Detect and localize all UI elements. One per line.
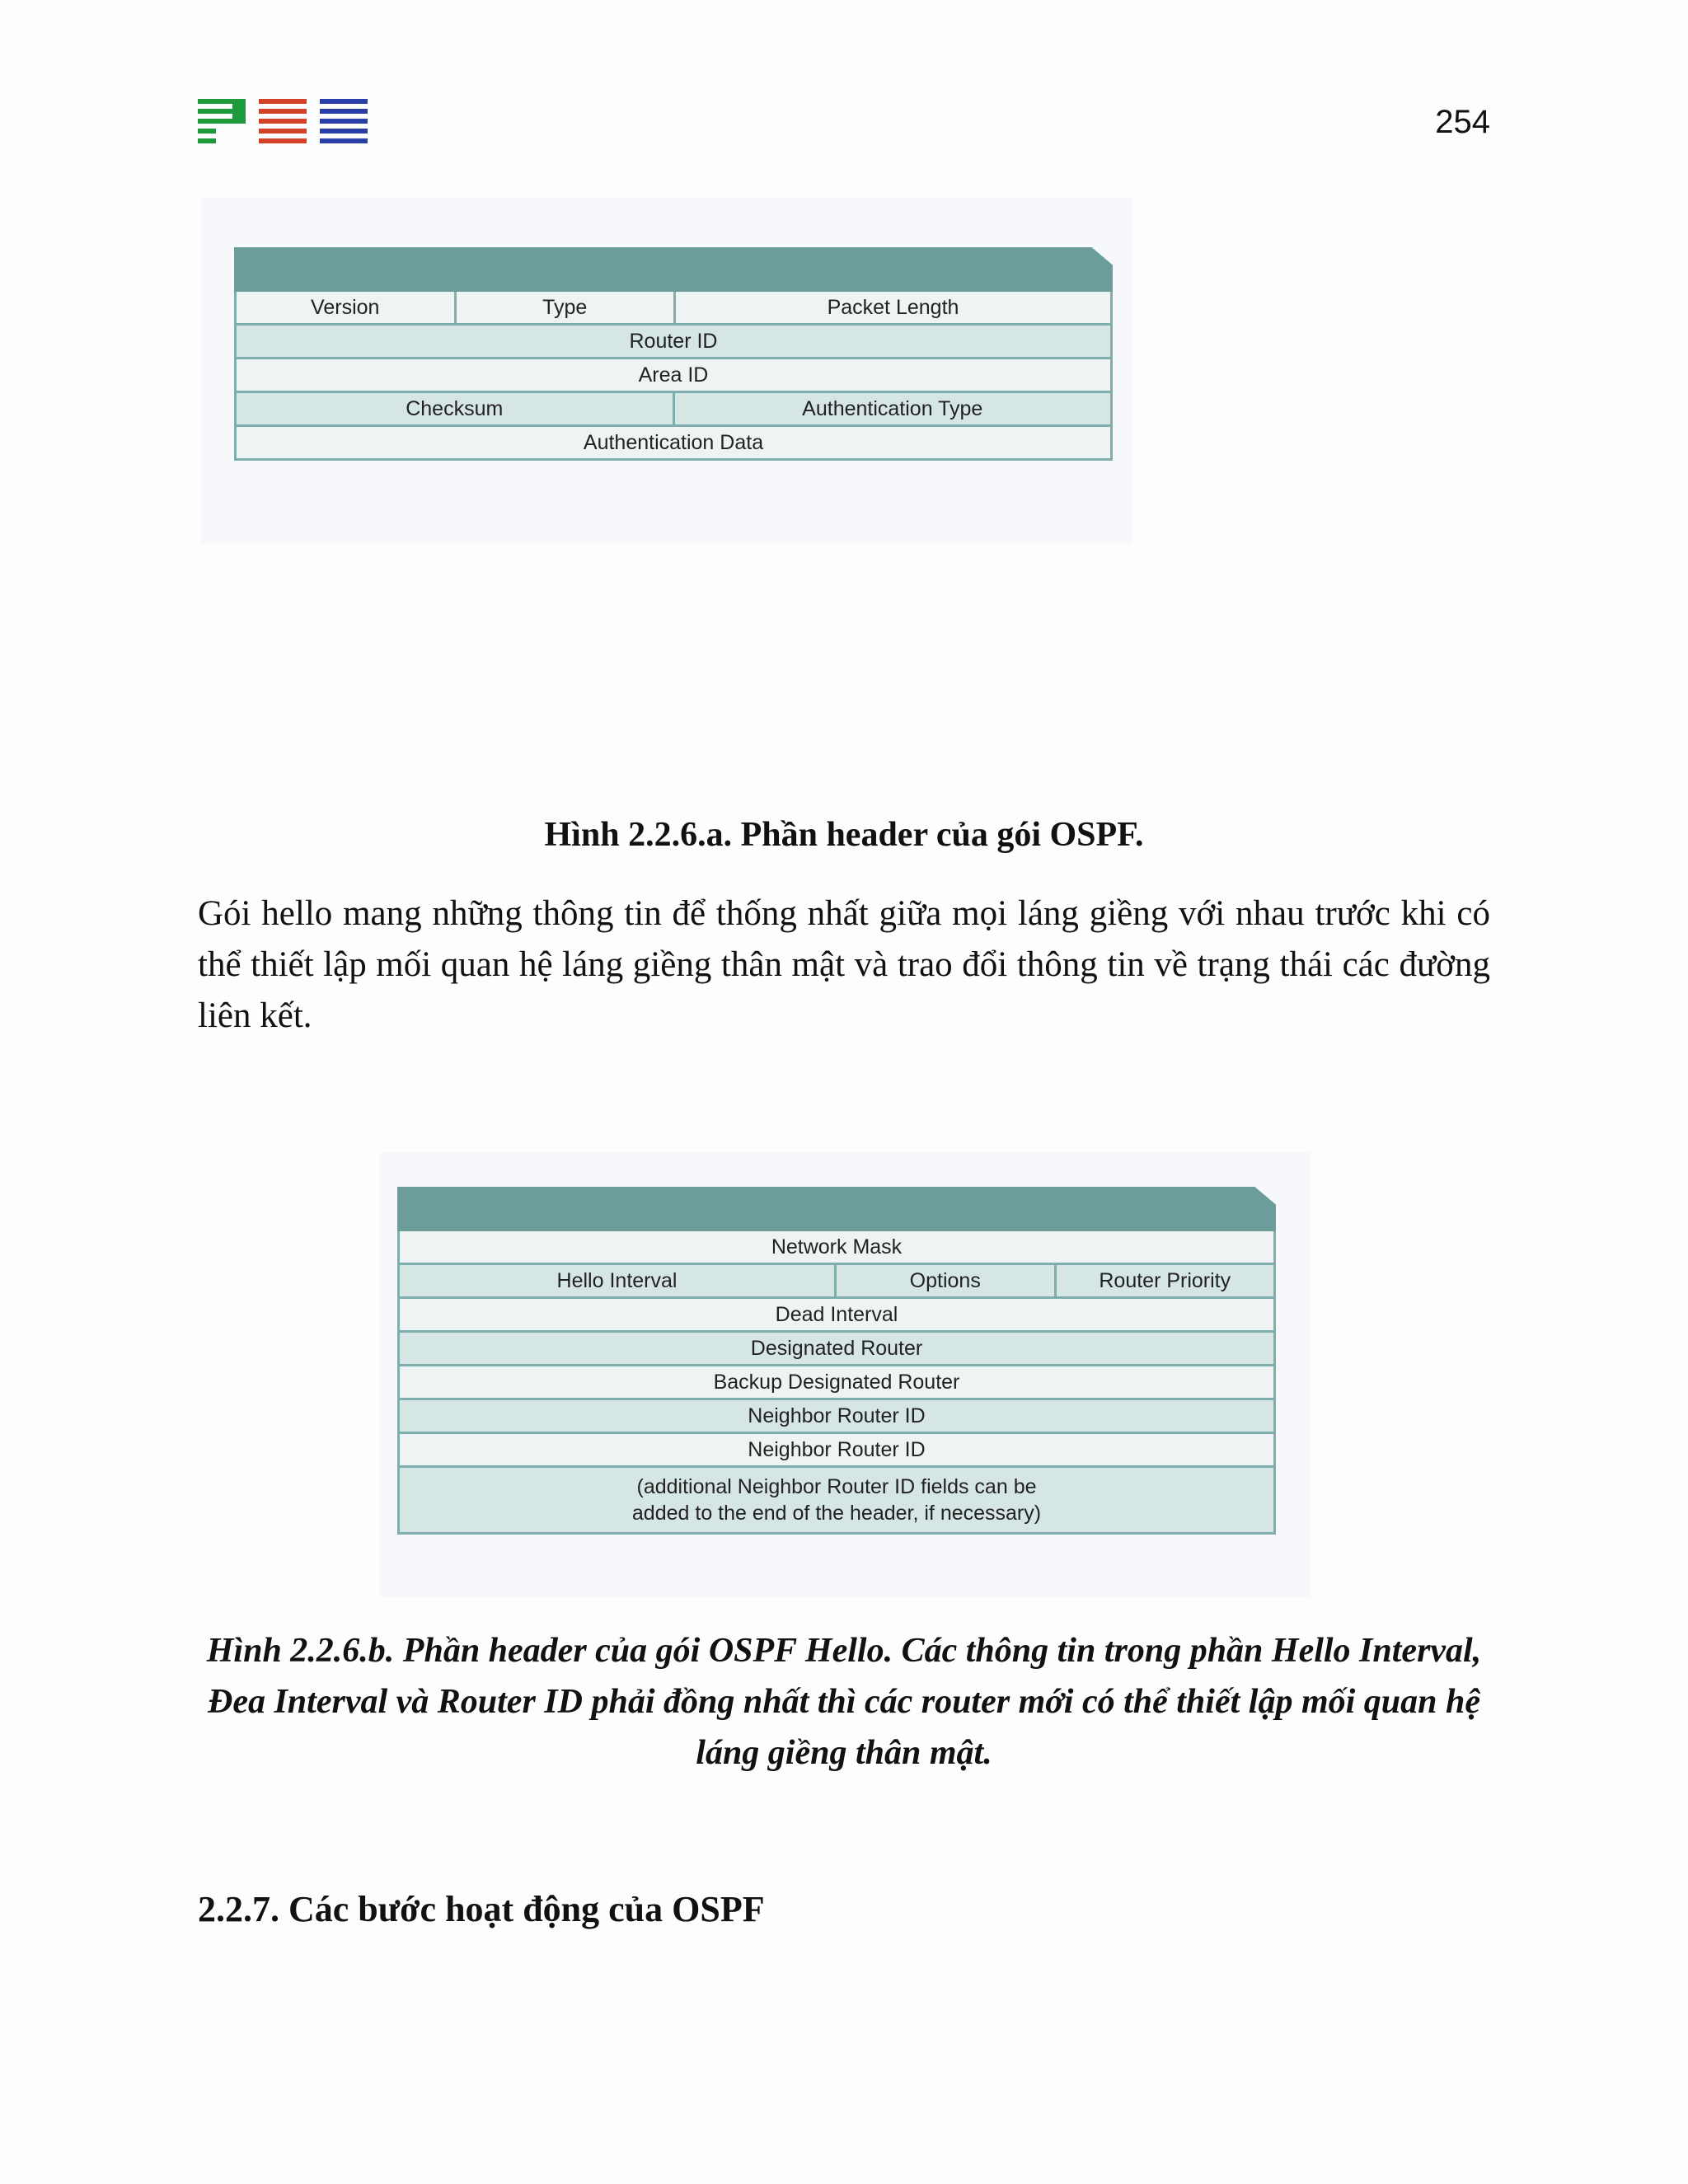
figure-a-caption: Hình 2.2.6.a. Phần header của gói OSPF. xyxy=(544,816,1144,854)
diagram-banner xyxy=(397,1187,1276,1231)
logo-letter-h xyxy=(320,99,368,143)
field-additional-neighbors-note: (additional Neighbor Router ID fields can be added to the end of the header, if necessary) xyxy=(631,1475,1042,1525)
field-authentication-data: Authentication Data xyxy=(583,431,764,454)
body-paragraph: Gói hello mang những thông tin để thống nhất giữa mọi láng giềng với nhau trước khi có thể thiết lập mối quan hệ láng giềng thân mật và trao đổi thông tin về trạng thái các đường liên kết. xyxy=(198,894,1490,1035)
page-number: 254 xyxy=(1435,104,1490,140)
packet-row xyxy=(234,326,1113,359)
field-network-mask: Network Mask xyxy=(771,1235,903,1258)
field-router-priority: Router Priority xyxy=(1099,1269,1231,1292)
section-heading: 2.2.7. Các bước hoạt động của OSPF xyxy=(198,1889,765,1929)
packet-row xyxy=(397,1468,1276,1535)
packet-row xyxy=(234,359,1113,393)
field-checksum: Checksum xyxy=(237,393,675,424)
field-area-id: Area ID xyxy=(638,363,709,387)
packet-row xyxy=(397,1299,1276,1333)
diagram-banner xyxy=(234,247,1113,292)
pnh-logo xyxy=(198,99,368,148)
packet-row xyxy=(234,393,1113,427)
ospf-hello-figure xyxy=(379,1152,1311,1597)
field-neighbor-router-id: Neighbor Router ID xyxy=(748,1438,926,1461)
packet-row xyxy=(397,1434,1276,1468)
packet-row xyxy=(397,1333,1276,1366)
field-designated-router: Designated Router xyxy=(750,1337,923,1360)
packet-row xyxy=(397,1400,1276,1434)
figure-b-caption: Hình 2.2.6.b. Phần header của gói OSPF Hello. Các thông tin trong phần Hello Interval, Đea Interval và Router ID phải đồng nhất thì các router mới có thể thiết lập mối quan hệ láng giềng thân mật. xyxy=(206,1632,1482,1772)
ospf-header-figure xyxy=(201,198,1132,544)
field-backup-designated-router: Backup Designated Router xyxy=(713,1371,960,1394)
field-hello-interval: Hello Interval xyxy=(400,1265,837,1296)
field-type: Type xyxy=(457,292,677,323)
field-options: Options xyxy=(837,1265,1057,1296)
logo-letter-n xyxy=(259,99,307,143)
field-authentication-type: Authentication Type xyxy=(802,397,983,420)
packet-row xyxy=(397,1265,1276,1299)
packet-row xyxy=(397,1366,1276,1400)
ospf-hello-diagram xyxy=(397,1187,1276,1535)
packet-row xyxy=(234,292,1113,326)
field-router-id: Router ID xyxy=(629,330,718,353)
logo-letter-p xyxy=(198,99,246,143)
field-version: Version xyxy=(237,292,457,323)
ospf-header-diagram xyxy=(234,247,1113,461)
field-dead-interval: Dead Interval xyxy=(775,1303,898,1326)
packet-row xyxy=(234,427,1113,461)
field-packet-length: Packet Length xyxy=(827,296,959,319)
field-neighbor-router-id: Neighbor Router ID xyxy=(748,1404,926,1427)
packet-row xyxy=(397,1231,1276,1265)
